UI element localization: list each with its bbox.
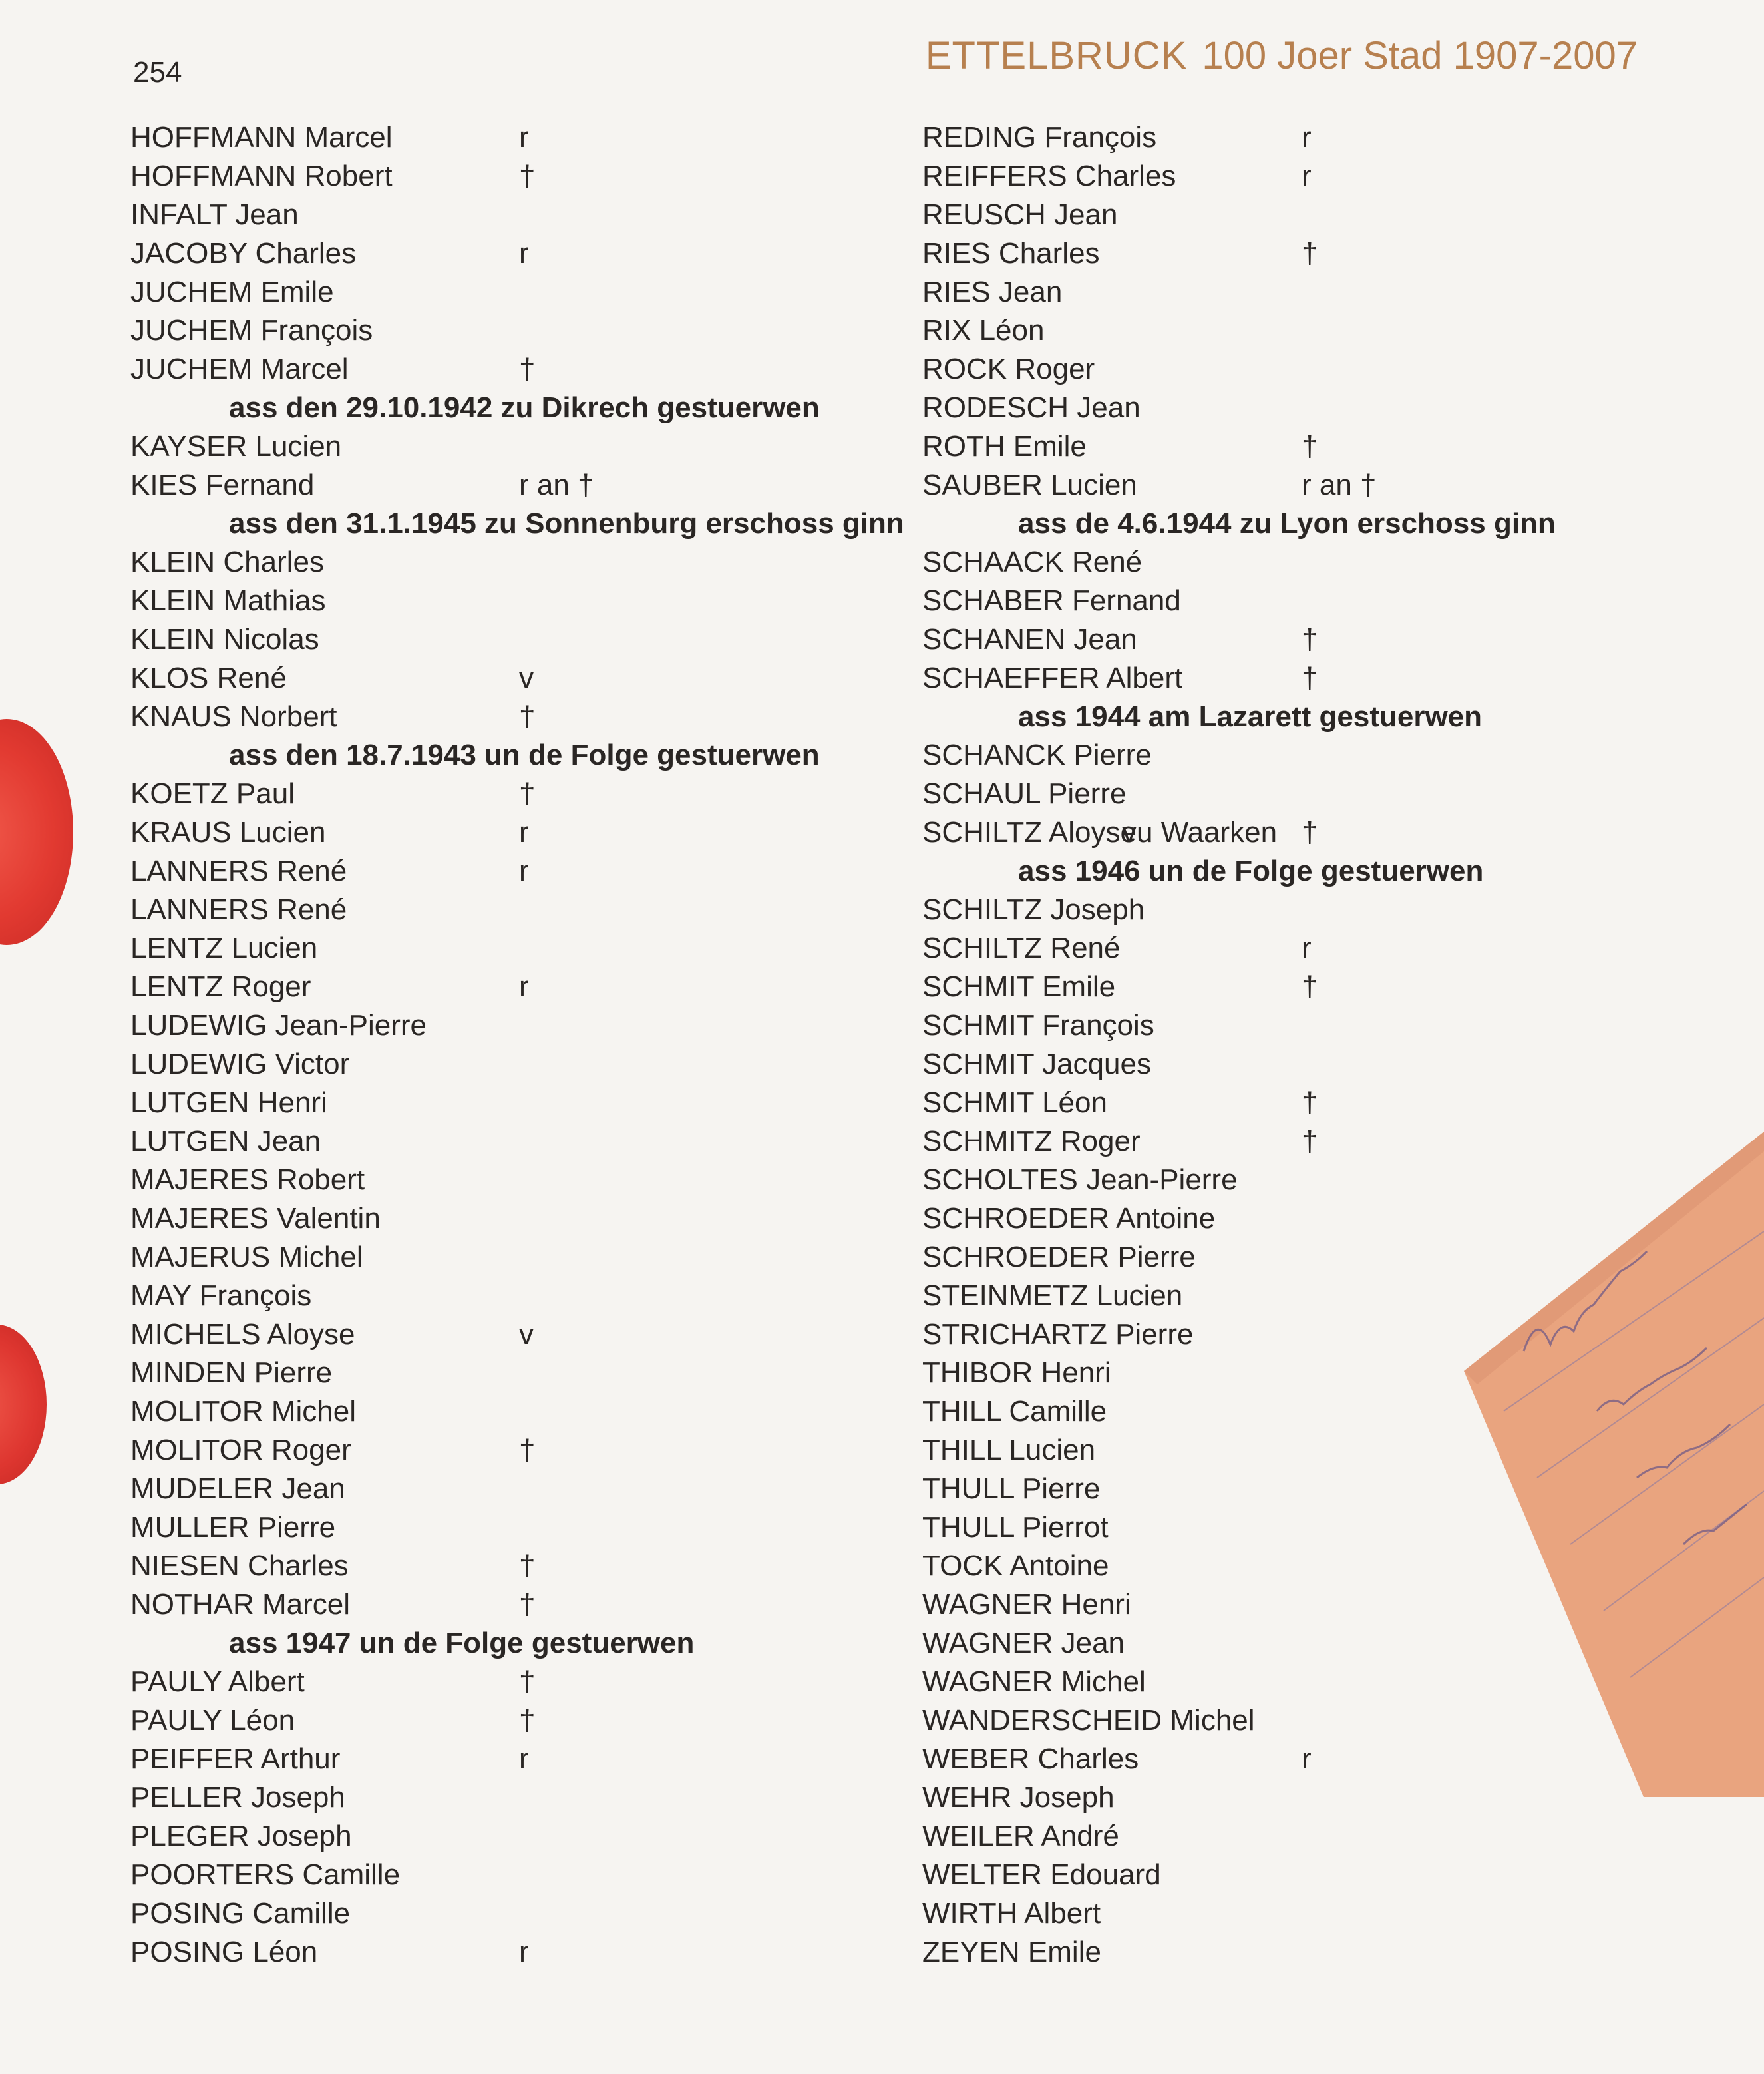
section-note-text: ass de 4.6.1944 zu Lyon erschoss ginn (1018, 507, 1556, 540)
status-mark: r (519, 855, 529, 887)
person-name: WELTER Edouard (922, 1858, 1161, 1891)
name-row (130, 196, 969, 234)
section-note (922, 505, 1761, 543)
status-mark: † (1302, 970, 1318, 1003)
status-mark: † (1302, 1125, 1318, 1157)
name-row (130, 1238, 969, 1277)
name-row (922, 659, 1761, 698)
person-name: KIES Fernand (130, 469, 315, 501)
status-mark: † (1302, 430, 1318, 463)
status-mark: r (1302, 1743, 1312, 1775)
section-note-text: ass 1946 un de Folge gestuerwen (1018, 855, 1484, 887)
name-row (130, 543, 969, 582)
person-name: WANDERSCHEID Michel (922, 1704, 1255, 1737)
person-name: MICHELS Aloyse (130, 1318, 355, 1350)
person-name: LUDEWIG Victor (130, 1048, 350, 1080)
person-name: ROTH Emile (922, 430, 1087, 463)
section-note (922, 852, 1761, 891)
person-name: THILL Lucien (922, 1434, 1096, 1466)
status-mark: r (519, 816, 529, 849)
status-mark: † (519, 700, 536, 733)
person-name: REIFFERS Charles (922, 160, 1176, 192)
status-mark: † (519, 353, 536, 385)
section-note (922, 698, 1761, 736)
name-row (922, 1894, 1761, 1933)
running-header-subtitle: 100 Joer Stad 1907-2007 (1202, 34, 1638, 77)
page-number: 254 (133, 56, 182, 89)
name-row (922, 311, 1761, 350)
person-name: POORTERS Camille (130, 1858, 401, 1891)
person-name: PEIFFER Arthur (130, 1743, 341, 1775)
person-name: SCHILTZ René (922, 932, 1121, 964)
name-row (130, 1470, 969, 1508)
name-row (922, 273, 1761, 311)
name-row (130, 582, 969, 620)
person-name: LUTGEN Jean (130, 1125, 321, 1157)
person-name: MOLITOR Michel (130, 1395, 357, 1428)
person-name: WAGNER Michel (922, 1665, 1146, 1698)
name-row (922, 1663, 1761, 1701)
person-name: SCHILTZ Joseph (922, 893, 1145, 926)
section-note-text: ass 1947 un de Folge gestuerwen (229, 1627, 695, 1659)
person-name: KAYSER Lucien (130, 430, 342, 463)
person-name: SCHROEDER Pierre (922, 1241, 1196, 1273)
name-row (130, 1199, 969, 1238)
running-header (926, 33, 1638, 78)
name-row (922, 1122, 1761, 1161)
name-row (922, 1431, 1761, 1470)
person-name: MAJERUS Michel (130, 1241, 363, 1273)
name-row (922, 1933, 1761, 1971)
name-row (130, 698, 969, 736)
person-name: KLEIN Nicolas (130, 623, 319, 656)
name-row (922, 1006, 1761, 1045)
name-row (130, 1817, 969, 1856)
person-name: WEHR Joseph (922, 1781, 1115, 1814)
person-name: KNAUS Norbert (130, 700, 337, 733)
section-note-text: ass den 18.7.1943 un de Folge gestuerwen (229, 739, 820, 771)
name-column-left (130, 118, 969, 1971)
name-row (130, 157, 969, 196)
section-note (130, 389, 969, 427)
person-name: SCHOLTES Jean-Pierre (922, 1163, 1238, 1196)
status-mark: † (1302, 623, 1318, 656)
name-row (130, 775, 969, 813)
person-name: RODESCH Jean (922, 391, 1141, 424)
status-mark: r (519, 237, 529, 270)
status-mark: r (1302, 932, 1312, 964)
person-name: WEILER André (922, 1820, 1119, 1852)
name-column-right (922, 118, 1761, 1971)
status-mark: † (1302, 1086, 1318, 1119)
name-row (922, 1315, 1761, 1354)
person-name: HOFFMANN Marcel (130, 121, 393, 154)
person-name: WAGNER Henri (922, 1588, 1131, 1621)
name-row (130, 350, 969, 389)
name-row (130, 273, 969, 311)
person-name: SCHMIT Léon (922, 1086, 1107, 1119)
person-name: LENTZ Roger (130, 970, 311, 1003)
name-row (922, 1856, 1761, 1894)
person-name: MULLER Pierre (130, 1511, 336, 1544)
person-name: REDING François (922, 121, 1157, 154)
person-name: SCHMIT Emile (922, 970, 1116, 1003)
person-name: KRAUS Lucien (130, 816, 326, 849)
person-name: LUDEWIG Jean-Pierre (130, 1009, 427, 1042)
person-name: THIBOR Henri (922, 1356, 1111, 1389)
status-mark: r (1302, 121, 1312, 154)
name-row (130, 1894, 969, 1933)
name-row (922, 736, 1761, 775)
name-row (130, 659, 969, 698)
person-name: KOETZ Paul (130, 777, 295, 810)
name-row (130, 1084, 969, 1122)
person-name: NIESEN Charles (130, 1550, 349, 1582)
name-row (130, 1315, 969, 1354)
person-name: LANNERS René (130, 893, 347, 926)
person-name: SCHAUL Pierre (922, 777, 1127, 810)
name-row (922, 1392, 1761, 1431)
name-row (130, 1547, 969, 1585)
name-row (130, 620, 969, 659)
person-name: POSING Léon (130, 1936, 318, 1968)
person-name: THULL Pierrot (922, 1511, 1109, 1544)
person-name: LENTZ Lucien (130, 932, 318, 964)
name-row (130, 1354, 969, 1392)
section-note-text: ass den 29.10.1942 zu Dikrech gestuerwen (229, 391, 820, 424)
name-row (130, 1392, 969, 1431)
person-name: SCHMIT Jacques (922, 1048, 1151, 1080)
person-name: MOLITOR Roger (130, 1434, 351, 1466)
status-mark: † (1302, 237, 1318, 270)
person-name: JACOBY Charles (130, 237, 357, 270)
name-row (130, 1045, 969, 1084)
name-row (922, 891, 1761, 929)
name-row (130, 1122, 969, 1161)
name-row (922, 1470, 1761, 1508)
person-name: PAULY Léon (130, 1704, 295, 1737)
status-mark: r (1302, 160, 1312, 192)
person-name: SCHANCK Pierre (922, 739, 1152, 771)
name-row (130, 1701, 969, 1740)
name-row (922, 350, 1761, 389)
status-mark: r (519, 121, 529, 154)
person-name: LANNERS René (130, 855, 347, 887)
person-name: PELLER Joseph (130, 1781, 345, 1814)
name-row (130, 929, 969, 968)
name-row (922, 813, 1761, 852)
name-row (922, 620, 1761, 659)
person-name: TOCK Antoine (922, 1550, 1109, 1582)
person-name: JUCHEM Emile (130, 276, 334, 308)
person-name: SCHAEFFER Albert (922, 662, 1183, 694)
name-row (922, 1199, 1761, 1238)
person-name: JUCHEM François (130, 314, 373, 347)
status-mark: † (519, 777, 536, 810)
name-row (130, 1585, 969, 1624)
name-row (922, 775, 1761, 813)
person-name: STRICHARTZ Pierre (922, 1318, 1194, 1350)
person-name: WIRTH Albert (922, 1897, 1101, 1930)
status-mark: r an † (1302, 469, 1377, 501)
person-name: SAUBER Lucien (922, 469, 1137, 501)
section-note-text: ass 1944 am Lazarett gestuerwen (1018, 700, 1483, 733)
person-name: RIX Léon (922, 314, 1045, 347)
person-name: SCHANEN Jean (922, 623, 1137, 656)
name-row (922, 1508, 1761, 1547)
name-row (922, 196, 1761, 234)
person-name: INFALT Jean (130, 198, 299, 231)
section-note (130, 1624, 969, 1663)
name-row (130, 427, 969, 466)
name-row (922, 1161, 1761, 1199)
name-row (130, 466, 969, 505)
name-row (922, 1084, 1761, 1122)
person-name: MAJERES Robert (130, 1163, 365, 1196)
name-row (922, 234, 1761, 273)
person-name: NOTHAR Marcel (130, 1588, 351, 1621)
section-note-text: ass den 31.1.1945 zu Sonnenburg erschoss ginn (229, 507, 904, 540)
name-row (922, 1624, 1761, 1663)
status-mark: r an † (519, 469, 594, 501)
person-name: POSING Camille (130, 1897, 351, 1930)
name-row (130, 1431, 969, 1470)
person-name: SCHILTZ Aloyse (922, 816, 1137, 849)
status-mark: r (519, 970, 529, 1003)
person-name: MINDEN Pierre (130, 1356, 333, 1389)
person-name: ROCK Roger (922, 353, 1095, 385)
person-name: JUCHEM Marcel (130, 353, 349, 385)
person-name: PLEGER Joseph (130, 1820, 352, 1852)
name-row (130, 1778, 969, 1817)
name-row (922, 1045, 1761, 1084)
name-row (130, 852, 969, 891)
decoration-red-blob (0, 719, 73, 945)
name-row (922, 1354, 1761, 1392)
person-name: SCHROEDER Antoine (922, 1202, 1216, 1235)
name-row (922, 466, 1761, 505)
status-mark: † (519, 1588, 536, 1621)
status-mark: † (1302, 662, 1318, 694)
person-name: HOFFMANN Robert (130, 160, 393, 192)
running-header-series: ETTELBRUCK (925, 34, 1188, 77)
person-name: SCHMIT François (922, 1009, 1154, 1042)
name-row (922, 157, 1761, 196)
name-row (922, 582, 1761, 620)
person-name: SCHABER Fernand (922, 584, 1181, 617)
person-name: THULL Pierre (922, 1472, 1101, 1505)
status-mark: † (1302, 816, 1318, 849)
name-row (922, 389, 1761, 427)
name-row (130, 1856, 969, 1894)
name-row (922, 1817, 1761, 1856)
name-row (130, 1277, 969, 1315)
name-row (130, 1006, 969, 1045)
person-name: KLEIN Mathias (130, 584, 326, 617)
person-name: RIES Charles (922, 237, 1100, 270)
name-row (130, 1161, 969, 1199)
name-row (130, 968, 969, 1006)
person-name: MAY François (130, 1279, 312, 1312)
status-mark: † (519, 160, 536, 192)
name-row (130, 118, 969, 157)
name-row (130, 1508, 969, 1547)
person-name: ZEYEN Emile (922, 1936, 1101, 1968)
name-row (922, 1238, 1761, 1277)
person-name: WAGNER Jean (922, 1627, 1125, 1659)
name-row (130, 1663, 969, 1701)
decoration-red-blob (0, 1325, 47, 1484)
status-mark: † (519, 1665, 536, 1698)
name-row (130, 1740, 969, 1778)
status-mark: † (519, 1434, 536, 1466)
name-row (922, 427, 1761, 466)
name-row (922, 929, 1761, 968)
name-row (130, 311, 969, 350)
person-name: KLOS René (130, 662, 287, 694)
name-row (130, 234, 969, 273)
name-row (922, 1585, 1761, 1624)
name-row (922, 1740, 1761, 1778)
section-note (130, 736, 969, 775)
name-row (922, 1547, 1761, 1585)
person-name: WEBER Charles (922, 1743, 1139, 1775)
person-name: SCHMITZ Roger (922, 1125, 1141, 1157)
name-row (922, 543, 1761, 582)
person-name: SCHAACK René (922, 546, 1143, 578)
person-note: vu Waarken (1122, 816, 1278, 849)
name-row (130, 1933, 969, 1971)
name-row (922, 1277, 1761, 1315)
status-mark: r (519, 1743, 529, 1775)
person-name: REUSCH Jean (922, 198, 1118, 231)
name-row (130, 891, 969, 929)
person-name: PAULY Albert (130, 1665, 305, 1698)
name-row (922, 118, 1761, 157)
status-mark: † (519, 1704, 536, 1737)
status-mark: † (519, 1550, 536, 1582)
person-name: KLEIN Charles (130, 546, 325, 578)
person-name: STEINMETZ Lucien (922, 1279, 1183, 1312)
person-name: MAJERES Valentin (130, 1202, 381, 1235)
person-name: LUTGEN Henri (130, 1086, 327, 1119)
person-name: RIES Jean (922, 276, 1063, 308)
name-row (922, 1778, 1761, 1817)
status-mark: v (519, 1318, 534, 1350)
name-row (922, 1701, 1761, 1740)
name-row (130, 813, 969, 852)
person-name: THILL Camille (922, 1395, 1107, 1428)
status-mark: v (519, 662, 534, 694)
name-row (922, 968, 1761, 1006)
status-mark: r (519, 1936, 529, 1968)
person-name: MUDELER Jean (130, 1472, 345, 1505)
section-note (130, 505, 969, 543)
